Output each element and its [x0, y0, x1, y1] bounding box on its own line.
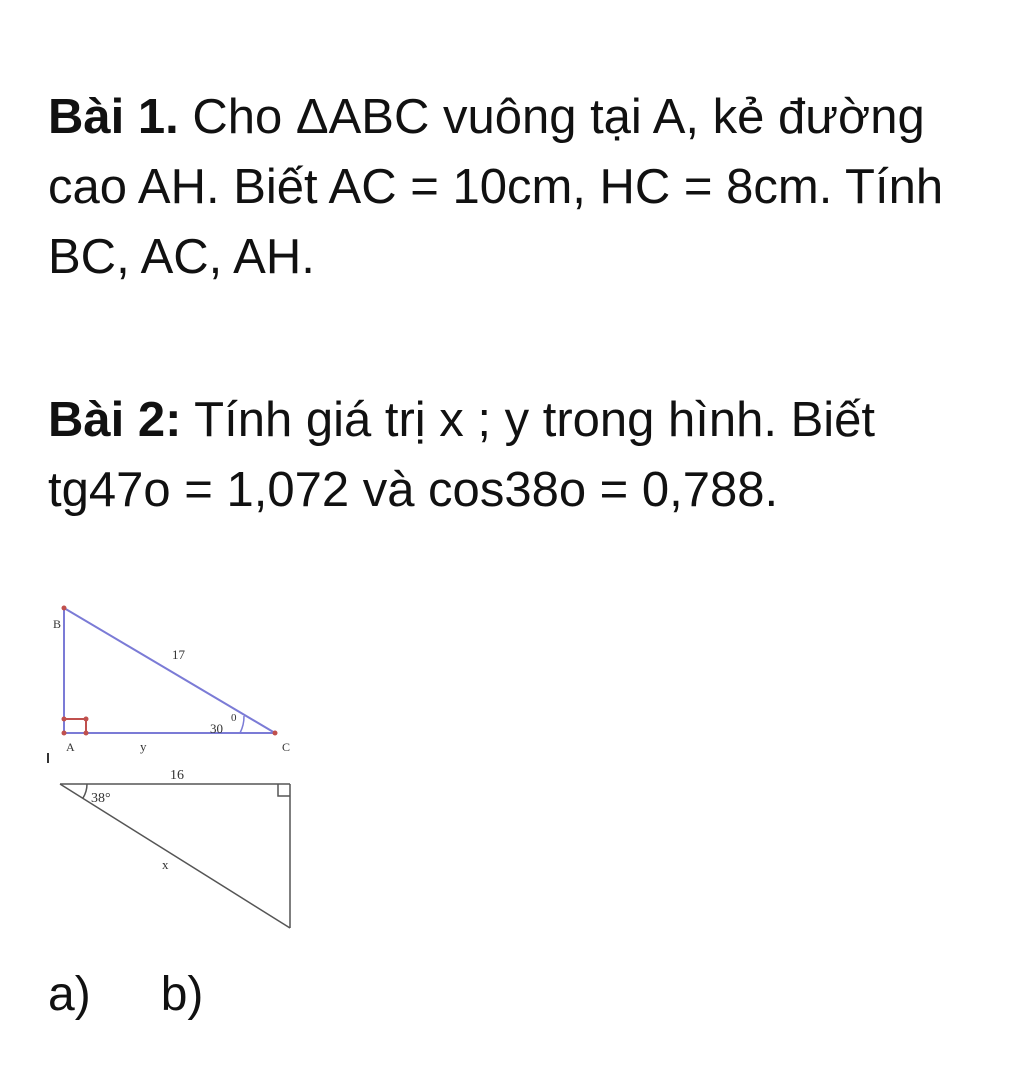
- label-vertex-b: B: [53, 617, 62, 631]
- problem-1-text: Cho ΔABC vuông tại A, kẻ đường cao AH. Biết AC = 10cm, HC = 8cm. Tính BC, AC, AH.: [48, 90, 944, 284]
- label-hypotenuse-17: 17: [172, 647, 185, 662]
- problem-2-text: Tính giá trị x ; y trong hình. Biết tg47o = 1,072 và cos38o = 0,788.: [48, 393, 876, 517]
- label-degree-mark: 0: [231, 712, 237, 724]
- label-hypotenuse-x: x: [162, 857, 169, 872]
- label-vertex-c: C: [282, 740, 291, 754]
- right-angle-mark-b: [278, 784, 290, 796]
- label-vertex-a: A: [66, 740, 75, 754]
- label-side-y: y: [140, 739, 147, 754]
- problem-1-heading: Bài 1.: [48, 90, 179, 144]
- label-angle-38: 38°: [91, 791, 111, 806]
- problem-2-heading: Bài 2:: [48, 393, 182, 447]
- figure-captions: [48, 960, 203, 1030]
- caption-b: b): [160, 968, 204, 1021]
- label-top-16: 16: [170, 768, 184, 783]
- caption-a: a): [48, 968, 91, 1021]
- label-angle-30: 30: [210, 721, 223, 736]
- figure-b-triangle: [0, 0, 320, 940]
- angle-38-arc: [83, 784, 87, 798]
